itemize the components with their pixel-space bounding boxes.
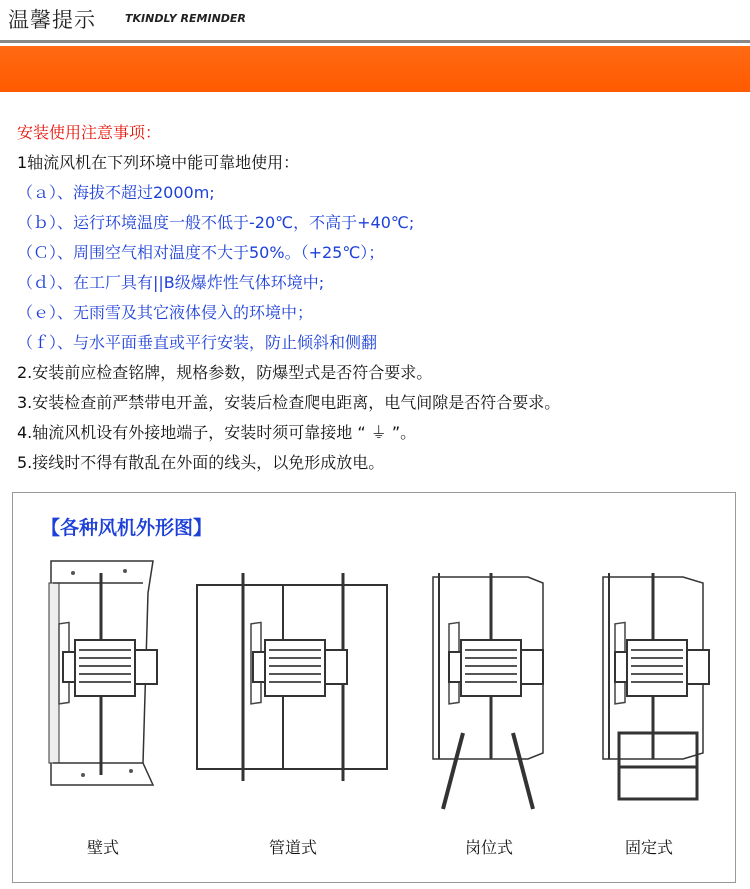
notes-section bbox=[17, 118, 737, 478]
gallery-title: 【各种风机外形图】 bbox=[41, 517, 213, 539]
orange-banner bbox=[0, 46, 750, 92]
note-item-5: 5.接线时不得有散乱在外面的线头，以免形成放电。 bbox=[17, 453, 385, 472]
caption-wall: 壁式 bbox=[86, 838, 119, 857]
note-item-3: 3.安装检查前严禁带电开盖，安装后检查爬电距离，电气间隙是否符合要求。 bbox=[17, 393, 561, 412]
header-divider bbox=[0, 40, 750, 43]
header-subtitle: TKINDLY REMINDER bbox=[125, 12, 246, 25]
condition-f: （ｆ）、与水平面垂直或平行安装，防止倾斜和侧翻 bbox=[17, 333, 378, 352]
duct-fan-drawing bbox=[197, 573, 387, 781]
wall-fan-drawing bbox=[49, 561, 157, 785]
page-header bbox=[0, 0, 750, 44]
caption-duct: 管道式 bbox=[268, 838, 317, 857]
condition-c: （Ｃ）、周围空气相对温度不大于50%。（+25℃）； bbox=[17, 243, 385, 262]
fan-drawings bbox=[13, 553, 735, 813]
condition-a: （ａ）、海拔不超过2000m; bbox=[17, 183, 215, 202]
condition-e: （ｅ）、无雨雪及其它液体侵入的环境中； bbox=[17, 303, 314, 322]
notes-heading: 安装使用注意事项： bbox=[17, 123, 162, 142]
condition-b: （ｂ）、运行环境温度一般不低于-20℃，不高于+40℃; bbox=[17, 213, 415, 232]
note-item-1: 1轴流风机在下列环境中能可靠地使用： bbox=[17, 153, 300, 172]
fixed-fan-drawing bbox=[603, 573, 709, 799]
fan-gallery-panel bbox=[12, 492, 736, 883]
note-item-4: 4.轴流风机设有外接地端子，安装时须可靠接地 “ ⏚ ”。 bbox=[17, 423, 417, 442]
note-item-2: 2.安装前应检查铭牌，规格参数，防爆型式是否符合要求。 bbox=[17, 363, 433, 382]
post-fan-drawing bbox=[433, 573, 543, 809]
header-title: 温馨提示 bbox=[8, 8, 96, 32]
caption-post: 岗位式 bbox=[464, 838, 513, 857]
caption-fixed: 固定式 bbox=[624, 838, 673, 857]
condition-d: （ｄ）、在工厂具有||B级爆炸性气体环境中; bbox=[17, 273, 325, 292]
